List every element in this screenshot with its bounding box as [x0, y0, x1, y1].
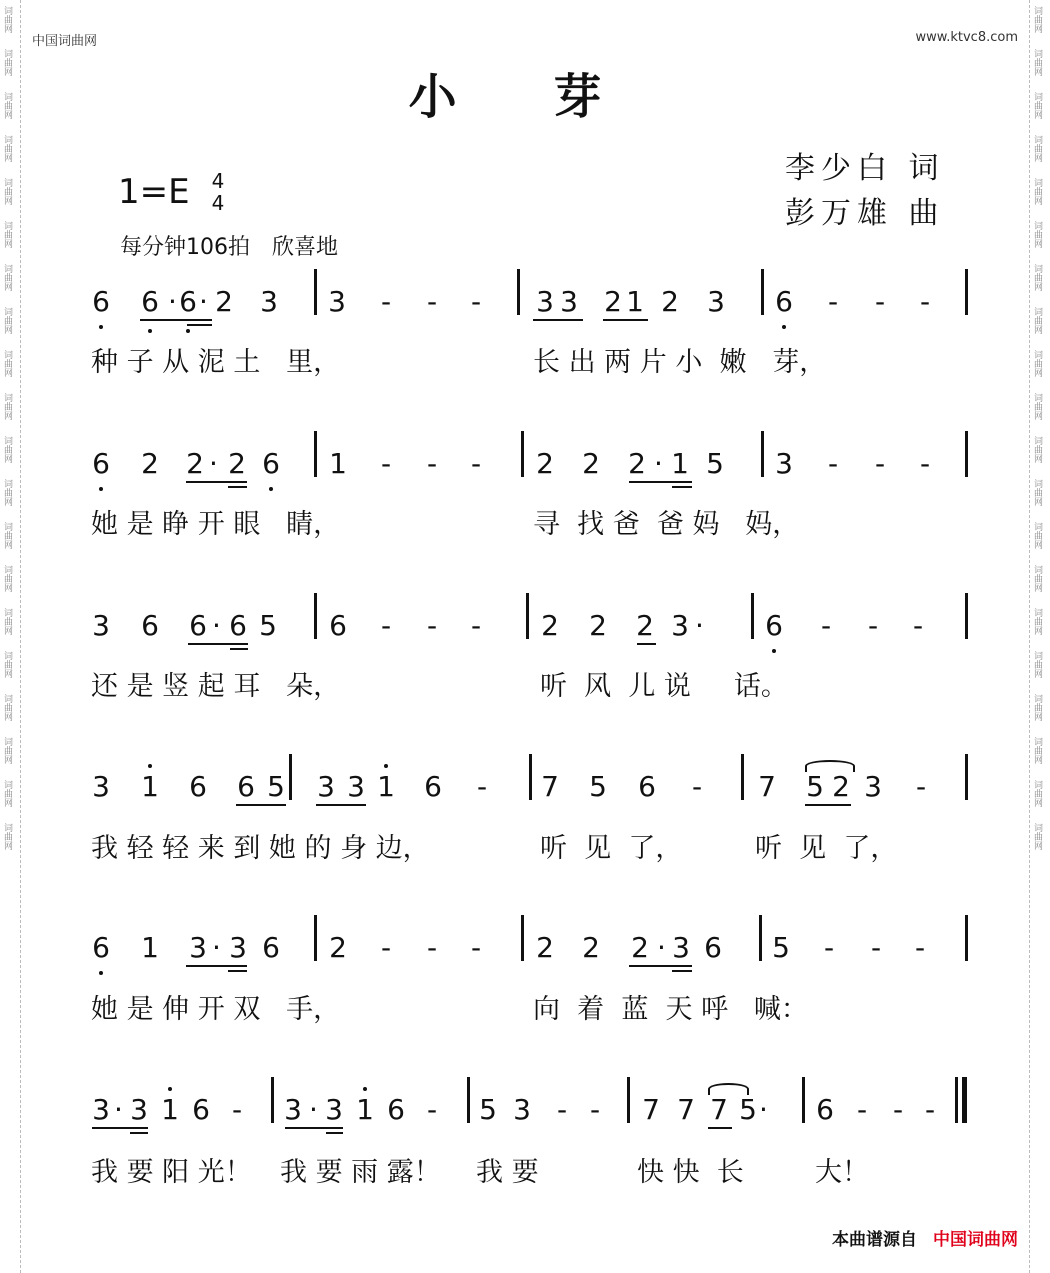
footer-source [832, 1225, 1018, 1250]
high-octave-dot [363, 1087, 367, 1091]
watermark-text: 词曲网 [2, 565, 12, 592]
note: 7 [642, 1093, 660, 1126]
watermark-text: 词曲网 [2, 737, 12, 764]
duration-underline [140, 319, 212, 321]
site-url: www.ktvc8.com [915, 30, 1018, 45]
low-octave-dot [148, 329, 152, 333]
lyric-line: 种 子 从 泥 土 里， [91, 347, 341, 378]
note: 2 [589, 609, 607, 642]
time-signature-bottom: 4 [211, 191, 225, 215]
score-row [0, 1093, 1050, 1143]
note: 1 [671, 447, 689, 480]
low-octave-dot [269, 487, 273, 491]
note: 2 [215, 285, 233, 318]
bar-line [314, 431, 317, 477]
note: 2 [604, 285, 622, 318]
lyric-line: 快 快 长 [637, 1157, 744, 1188]
score-row [0, 285, 1050, 335]
note: 6 [765, 609, 783, 642]
low-octave-dot [186, 329, 190, 333]
note: 3 [284, 1093, 302, 1126]
watermark-text: 词曲网 [2, 264, 12, 291]
sustain-dash: - [426, 447, 438, 480]
augmentation-dot: · [654, 447, 663, 480]
watermark-text: 词曲网 [1032, 694, 1042, 721]
duration-underline [228, 486, 247, 488]
score-row [0, 447, 1050, 497]
bar-line [467, 1077, 470, 1123]
augmentation-dot: · [114, 1093, 123, 1126]
note: 2 [228, 447, 246, 480]
low-octave-dot [99, 487, 103, 491]
low-octave-dot [99, 325, 103, 329]
note: 6 [387, 1093, 405, 1126]
watermark-text: 词曲网 [1032, 264, 1042, 291]
duration-underline [672, 970, 692, 972]
watermark-text: 词曲网 [1032, 6, 1042, 33]
duration-underline [228, 970, 247, 972]
lyric-line: 向 着 蓝 天 呼 喊： [533, 994, 808, 1025]
watermark-text: 词曲网 [1032, 221, 1042, 248]
sustain-dash: - [380, 931, 392, 964]
low-octave-dot [772, 649, 776, 653]
bar-line [955, 1077, 958, 1123]
note: 3 [560, 285, 578, 318]
watermark-text: 词曲网 [1032, 436, 1042, 463]
augmentation-dot: · [657, 931, 666, 964]
sustain-dash: - [426, 609, 438, 642]
lyric-line: 她 是 伸 开 双 手， [91, 994, 341, 1025]
sustain-dash: - [426, 931, 438, 964]
bar-line [761, 431, 764, 477]
note: 2 [141, 447, 159, 480]
sustain-dash: - [874, 447, 886, 480]
note: 6 [775, 285, 793, 318]
note: 2 [661, 285, 679, 318]
watermark-text: 词曲网 [1032, 479, 1042, 506]
lyric-line: 我 要 [476, 1157, 539, 1188]
lyric-line: 还 是 竖 起 耳 朵， [91, 671, 341, 702]
note: 6 [179, 285, 197, 318]
note: 6 [189, 609, 207, 642]
note: 3 [864, 770, 882, 803]
sustain-dash: - [892, 1093, 904, 1126]
sustain-dash: - [470, 447, 482, 480]
note: 2 [628, 447, 646, 480]
bar-line [289, 754, 292, 800]
note: 5 [267, 770, 285, 803]
lyric-line: 大！ [815, 1157, 869, 1188]
watermark-text: 词曲网 [2, 6, 12, 33]
bar-line [965, 915, 968, 961]
bar-line [965, 754, 968, 800]
note: 2 [536, 931, 554, 964]
sustain-dash: - [823, 931, 835, 964]
watermark-text: 词曲网 [1032, 92, 1042, 119]
tempo-marking: 每分钟106拍 欣喜地 [120, 235, 338, 260]
song-title: 小 芽 [408, 69, 642, 125]
note: 5 [479, 1093, 497, 1126]
note: 3 [229, 931, 247, 964]
watermark-text: 词曲网 [2, 651, 12, 678]
watermark-text: 词曲网 [1032, 651, 1042, 678]
duration-underline [672, 486, 692, 488]
augmentation-dot: · [759, 1093, 768, 1126]
watermark-text: 词曲网 [1032, 522, 1042, 549]
note: 7 [758, 770, 776, 803]
sustain-dash: - [915, 770, 927, 803]
bar-line [741, 754, 744, 800]
note: 1 [356, 1093, 374, 1126]
watermark-text: 词曲网 [2, 393, 12, 420]
duration-underline [186, 481, 247, 483]
lyric-line: 听 见 了， [755, 833, 898, 864]
note: 6 [816, 1093, 834, 1126]
note: 6 [92, 285, 110, 318]
watermark-text: 词曲网 [1032, 178, 1042, 205]
watermark-text: 词曲网 [1032, 608, 1042, 635]
high-octave-dot [168, 1087, 172, 1091]
note: 5 [589, 770, 607, 803]
sustain-dash: - [919, 285, 931, 318]
augmentation-dot: · [212, 931, 221, 964]
note: 6 [262, 931, 280, 964]
time-signature-top: 4 [211, 169, 225, 193]
duration-underline [130, 1132, 148, 1134]
lyric-line: 她 是 睁 开 眼 睛， [91, 509, 341, 540]
sustain-dash: - [380, 609, 392, 642]
bar-line [521, 431, 524, 477]
note: 3 [347, 770, 365, 803]
lyric-line: 长 出 两 片 小 嫩 芽， [533, 347, 827, 378]
watermark-text: 词曲网 [2, 522, 12, 549]
sustain-dash: - [380, 285, 392, 318]
bar-line [526, 593, 529, 639]
key-signature: 1=E [118, 172, 190, 212]
watermark-text: 词曲网 [2, 479, 12, 506]
note: 2 [636, 609, 654, 642]
watermark-text: 词曲网 [2, 221, 12, 248]
note: 1 [377, 770, 395, 803]
composer-credit: 彭万雄 曲 [785, 196, 945, 231]
watermark-text: 词曲网 [2, 135, 12, 162]
sustain-dash: - [919, 447, 931, 480]
sustain-dash: - [476, 770, 488, 803]
watermark-text: 词曲网 [1032, 49, 1042, 76]
watermark-text: 词曲网 [2, 307, 12, 334]
duration-underline [603, 319, 648, 321]
duration-underline [533, 319, 583, 321]
bar-line [529, 754, 532, 800]
augmentation-dot: · [212, 609, 221, 642]
note: 6 [141, 609, 159, 642]
duration-underline [805, 804, 851, 806]
bar-line [314, 915, 317, 961]
note: 3 [260, 285, 278, 318]
note: 3 [92, 609, 110, 642]
bar-line [517, 269, 520, 315]
tie-arc [708, 1083, 749, 1095]
time-signature [207, 170, 229, 214]
note: 3 [671, 609, 689, 642]
sustain-dash: - [874, 285, 886, 318]
note: 3 [92, 1093, 110, 1126]
note: 2 [186, 447, 204, 480]
bar-line [759, 915, 762, 961]
duration-underline [92, 1127, 148, 1129]
note: 6 [424, 770, 442, 803]
sustain-dash: - [820, 609, 832, 642]
sustain-dash: - [470, 609, 482, 642]
watermark-text: 词曲网 [1032, 565, 1042, 592]
note: 2 [329, 931, 347, 964]
note: 5 [706, 447, 724, 480]
lyric-line: 我 要 阳 光！ [91, 1157, 252, 1188]
augmentation-dot: · [695, 609, 704, 642]
note: 6 [229, 609, 247, 642]
note: 3 [130, 1093, 148, 1126]
duration-underline [236, 804, 286, 806]
augmentation-dot: · [209, 447, 218, 480]
sustain-dash: - [426, 1093, 438, 1126]
lyric-line: 我 要 雨 露！ [280, 1157, 441, 1188]
footer-brand: 中国词曲网 [933, 1230, 1018, 1250]
sustain-dash: - [912, 609, 924, 642]
note: 6 [92, 931, 110, 964]
duration-underline [316, 804, 366, 806]
watermark-text: 词曲网 [1032, 737, 1042, 764]
note: 1 [141, 931, 159, 964]
note: 7 [541, 770, 559, 803]
note: 3 [536, 285, 554, 318]
site-name: 中国词曲网 [32, 34, 98, 49]
lyric-line: 寻 找 爸 爸 妈 妈， [533, 509, 800, 540]
bar-line [314, 593, 317, 639]
note: 6 [141, 285, 159, 318]
duration-underline [186, 965, 247, 967]
note: 5 [806, 770, 824, 803]
tie-arc [805, 760, 855, 772]
watermark-text: 词曲网 [2, 92, 12, 119]
note: 3 [513, 1093, 531, 1126]
note: 3 [317, 770, 335, 803]
watermark-text: 词曲网 [1032, 780, 1042, 807]
note: 1 [141, 770, 159, 803]
bar-line [965, 431, 968, 477]
note: 2 [582, 931, 600, 964]
augmentation-dot: · [199, 285, 208, 318]
watermark-text: 词曲网 [2, 780, 12, 807]
bar-line [965, 269, 968, 315]
bar-line [965, 593, 968, 639]
note: 7 [677, 1093, 695, 1126]
watermark-text: 词曲网 [2, 350, 12, 377]
note: 5 [259, 609, 277, 642]
sustain-dash: - [556, 1093, 568, 1126]
note: 6 [329, 609, 347, 642]
augmentation-dot: · [309, 1093, 318, 1126]
watermark-text: 词曲网 [2, 436, 12, 463]
watermark-text: 词曲网 [1032, 823, 1042, 850]
watermark-text: 词曲网 [2, 178, 12, 205]
note: 3 [707, 285, 725, 318]
watermark-text: 词曲网 [1032, 393, 1042, 420]
bar-line [627, 1077, 630, 1123]
note: 2 [832, 770, 850, 803]
lyricist-credit: 李少白 词 [785, 151, 945, 186]
duration-underline [629, 481, 692, 483]
bar-line [761, 269, 764, 315]
duration-underline [326, 1132, 343, 1134]
note: 6 [704, 931, 722, 964]
watermark-text: 词曲网 [2, 694, 12, 721]
watermark-text: 词曲网 [1032, 135, 1042, 162]
note: 3 [672, 931, 690, 964]
watermark-text: 词曲网 [1032, 350, 1042, 377]
note: 6 [237, 770, 255, 803]
watermark-text: 词曲网 [1032, 307, 1042, 334]
duration-underline [629, 965, 692, 967]
duration-underline [637, 643, 656, 645]
sustain-dash: - [691, 770, 703, 803]
note: 2 [541, 609, 559, 642]
note: 6 [189, 770, 207, 803]
note: 1 [329, 447, 347, 480]
low-octave-dot [99, 971, 103, 975]
note: 3 [92, 770, 110, 803]
note: 6 [638, 770, 656, 803]
note: 2 [631, 931, 649, 964]
score-row [0, 609, 1050, 659]
sustain-dash: - [827, 285, 839, 318]
note: 6 [92, 447, 110, 480]
footer-source-label: 本曲谱源自 [832, 1230, 917, 1250]
augmentation-dot: · [168, 285, 177, 318]
watermark-text: 词曲网 [2, 49, 12, 76]
bar-line [271, 1077, 274, 1123]
bar-line [521, 915, 524, 961]
bar-line [314, 269, 317, 315]
note: 3 [189, 931, 207, 964]
note: 1 [161, 1093, 179, 1126]
score-row [0, 931, 1050, 981]
sustain-dash: - [589, 1093, 601, 1126]
sustain-dash: - [856, 1093, 868, 1126]
bar-line [802, 1077, 805, 1123]
note: 1 [626, 285, 644, 318]
note: 5 [772, 931, 790, 964]
note: 5 [739, 1093, 757, 1126]
note: 6 [192, 1093, 210, 1126]
low-octave-dot [782, 325, 786, 329]
note: 6 [262, 447, 280, 480]
sustain-dash: - [470, 285, 482, 318]
sustain-dash: - [231, 1093, 243, 1126]
duration-underline [188, 643, 248, 645]
duration-underline [285, 1127, 343, 1129]
lyric-line: 听 风 儿 说 话。 [540, 671, 788, 702]
note: 3 [325, 1093, 343, 1126]
bar-line [962, 1077, 967, 1123]
bar-line [751, 593, 754, 639]
watermark-text: 词曲网 [2, 823, 12, 850]
note: 2 [536, 447, 554, 480]
score-row [0, 770, 1050, 820]
sustain-dash: - [426, 285, 438, 318]
sustain-dash: - [827, 447, 839, 480]
duration-underline [230, 648, 248, 650]
sustain-dash: - [867, 609, 879, 642]
sustain-dash: - [924, 1093, 936, 1126]
sustain-dash: - [870, 931, 882, 964]
sustain-dash: - [470, 931, 482, 964]
watermark-text: 词曲网 [2, 608, 12, 635]
note: 3 [775, 447, 793, 480]
sustain-dash: - [914, 931, 926, 964]
high-octave-dot [384, 764, 388, 768]
sustain-dash: - [380, 447, 392, 480]
note: 2 [582, 447, 600, 480]
note: 3 [328, 285, 346, 318]
lyric-line: 听 见 了， [540, 833, 683, 864]
high-octave-dot [148, 764, 152, 768]
lyric-line: 我 轻 轻 来 到 她 的 身 边， [91, 833, 430, 864]
duration-underline [708, 1127, 732, 1129]
duration-underline [187, 324, 212, 326]
note: 7 [710, 1093, 728, 1126]
